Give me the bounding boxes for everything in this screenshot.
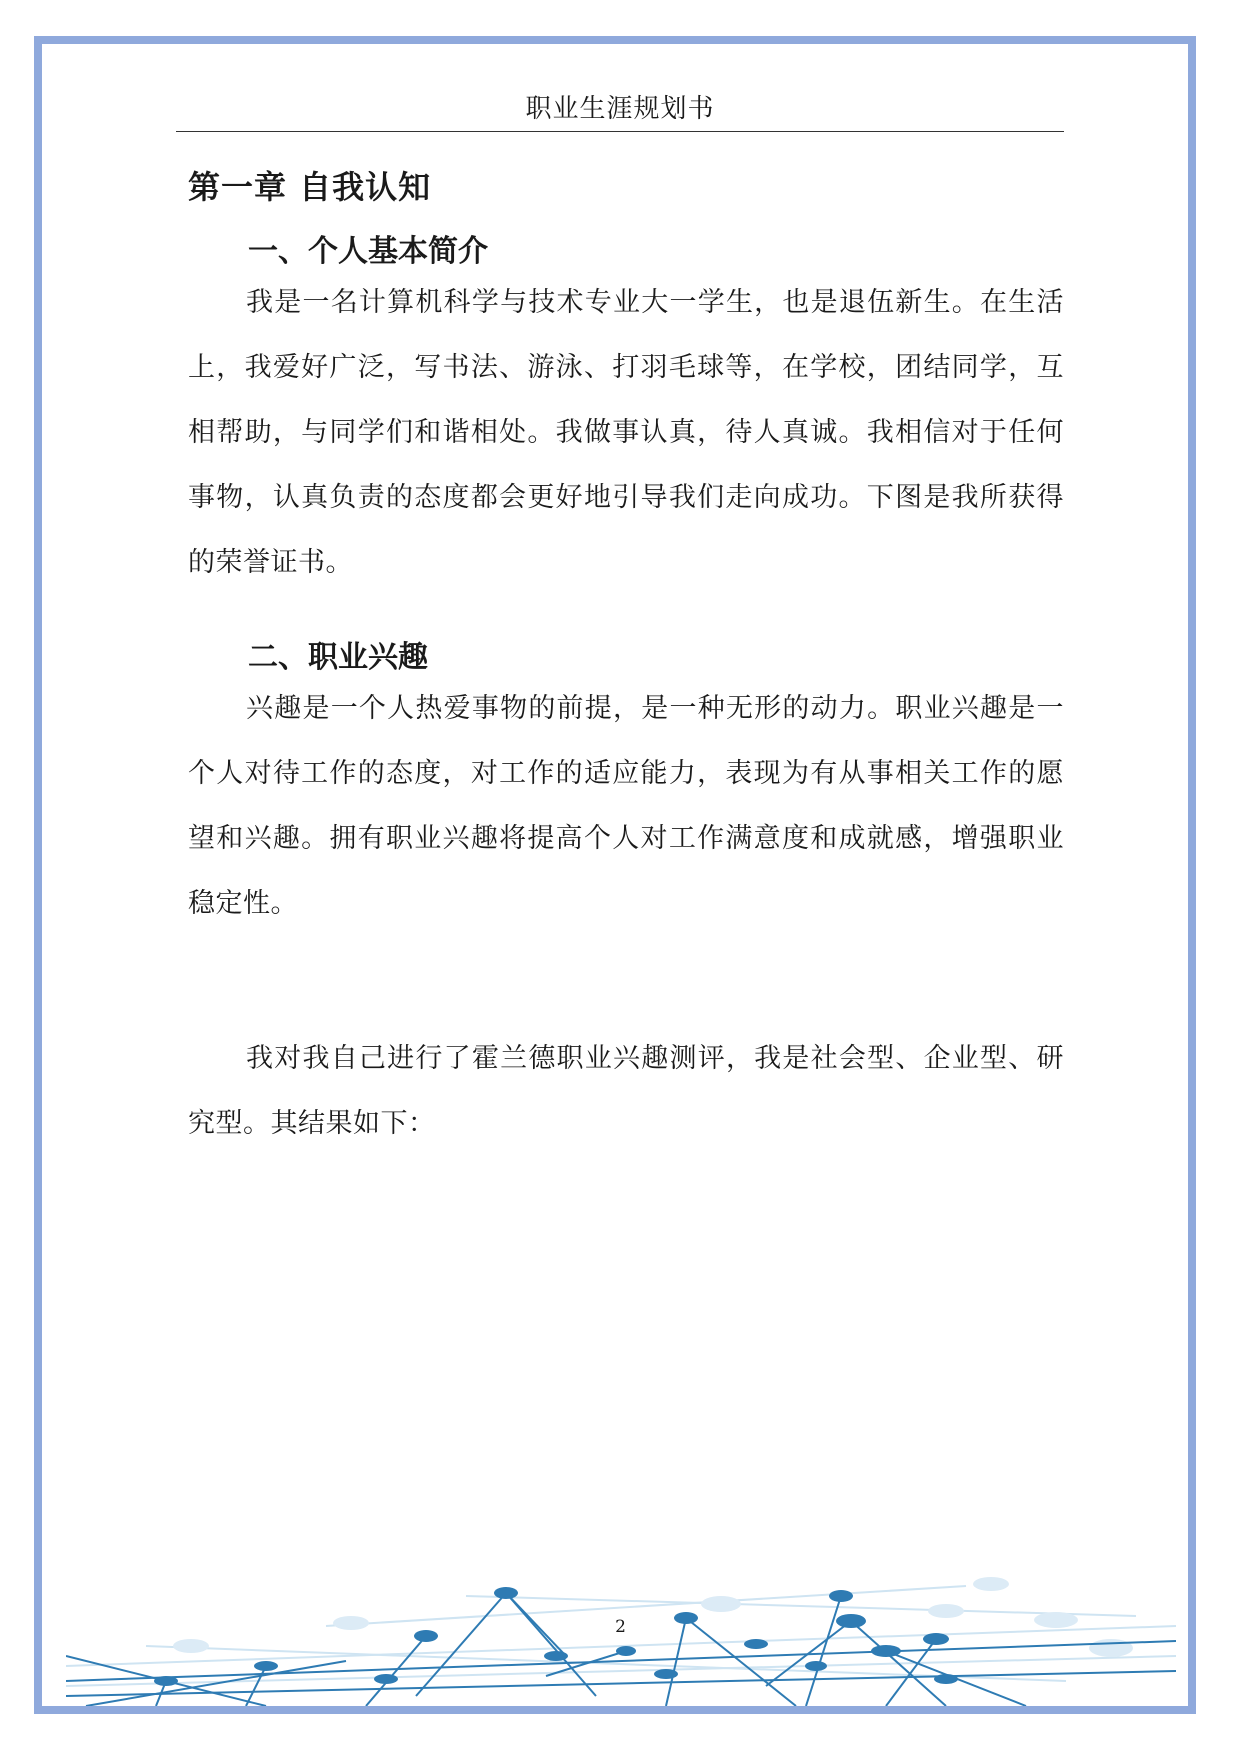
section-1-paragraph-1: 我是一名计算机科学与技术专业大一学生，也是退伍新生。在生活上，我爱好广泛，写书法、游泳、打羽毛球等，在学校，团结同学，互相帮助，与同学们和谐相处。我做事认真，待人真诚。我相信对于任何事物，认真负责的态度都会更好地引导我们走向成功。下图是我所获得的荣誉证书。 — [188, 287, 1064, 578]
section-2-paragraph-2: 我对我自己进行了霍兰德职业兴趣测评，我是社会型、企业型、研究型。其结果如下： — [188, 1043, 1064, 1139]
chapter-title: 第一章 自我认知 — [188, 168, 432, 206]
page-header-title: 职业生涯规划书 — [525, 94, 715, 124]
page-number: 2 — [615, 1617, 626, 1637]
header-divider — [176, 131, 1064, 132]
section-heading-1: 一、个人基本简介 — [248, 234, 488, 269]
section-2-paragraph-1: 兴趣是一个人热爱事物的前提，是一种无形的动力。职业兴趣是一个人对待工作的态度，对工作的适应能力，表现为有从事相关工作的愿望和兴趣。拥有职业兴趣将提高个人对工作满意度和成就感，增强职业稳定性。 — [188, 693, 1064, 919]
section-heading-2: 二、职业兴趣 — [248, 640, 428, 675]
